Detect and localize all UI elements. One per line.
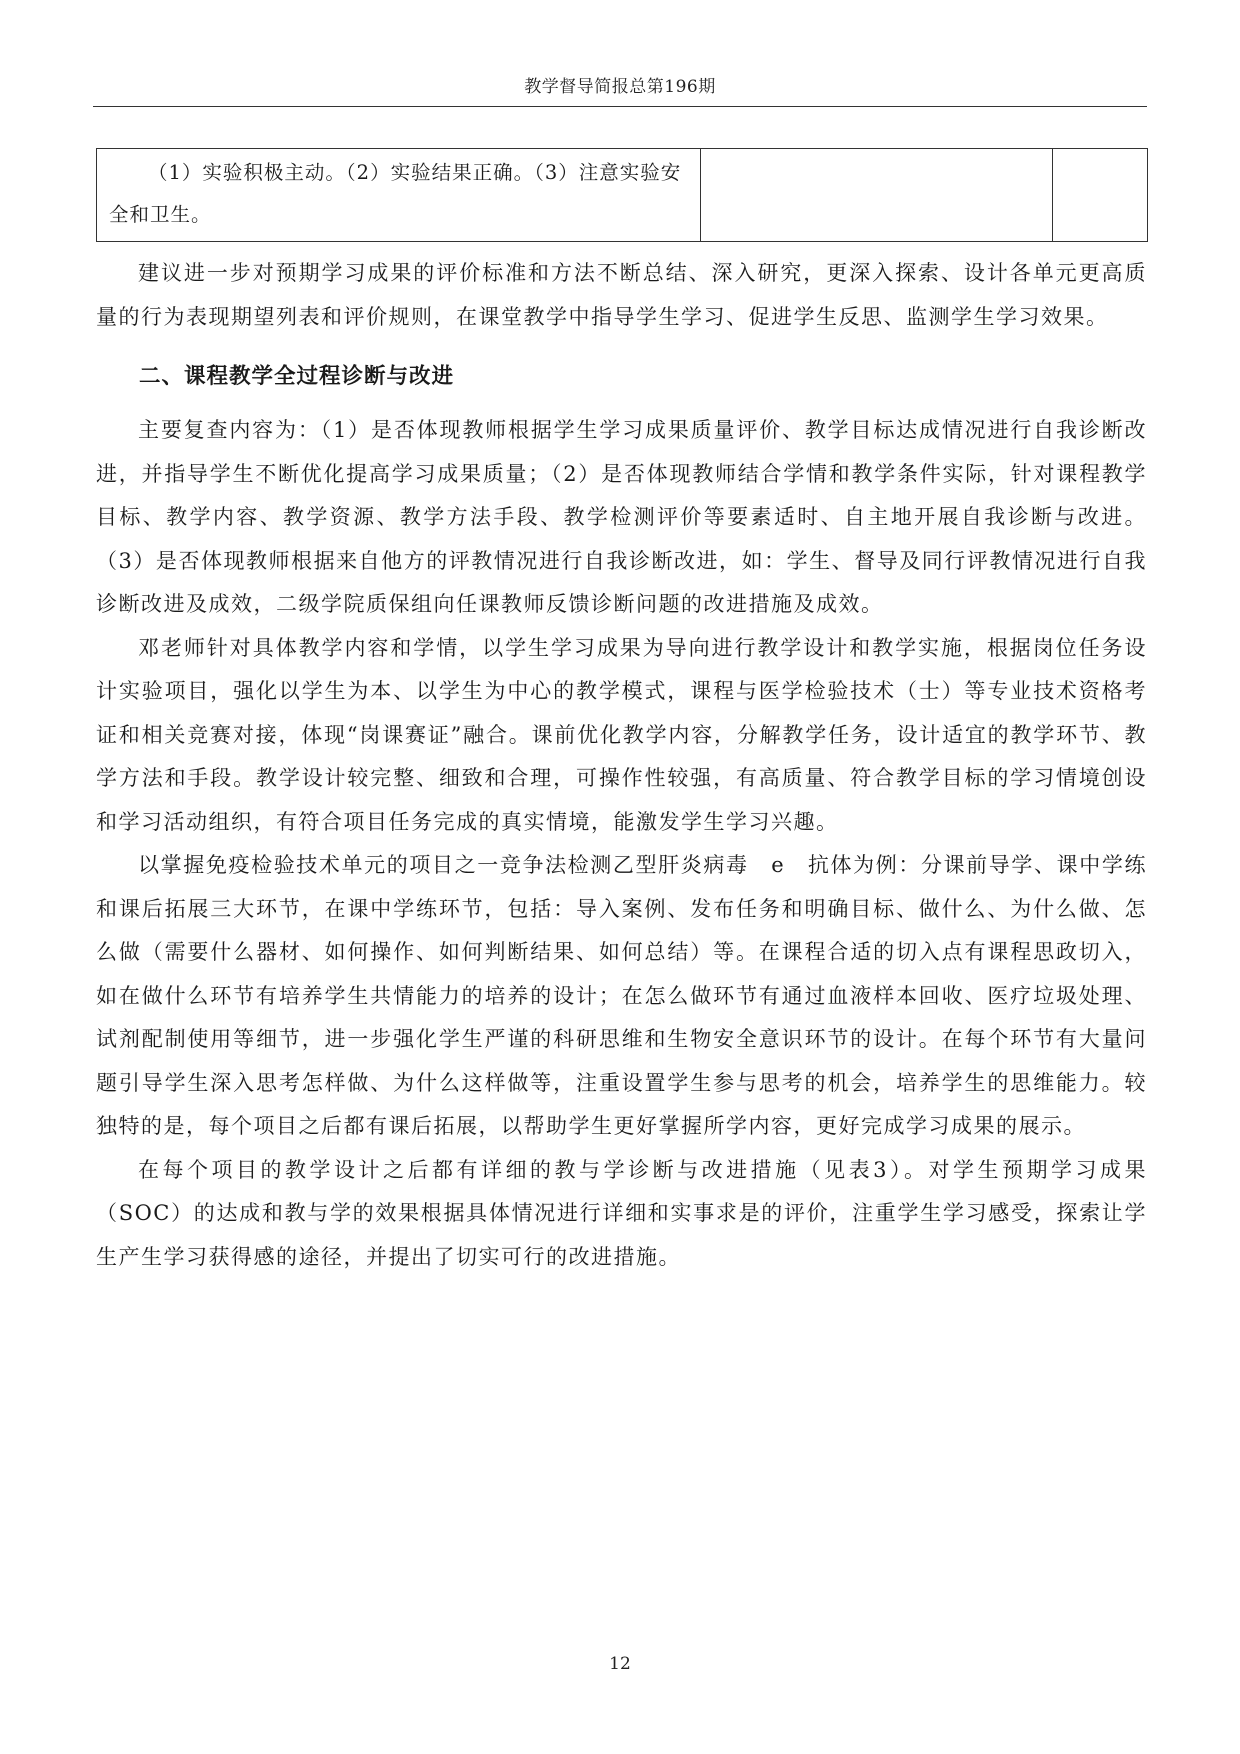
page-header: 教学督导简报总第196期 [524, 77, 716, 97]
paragraph-example-project: 以掌握免疫检验技术单元的项目之一竞争法检测乙型肝炎病毒 e 抗体为例：分课前导学、课中学练和课后拓展三大环节，在课中学练环节，包括：导入案例、发布任务和明确目标、做什么、为什么做、怎么做（需要什么器材、如何操作、如何判断结果、如何总结）等。在课程合适的切入点有课程思政切入，如在做什么环节有培养学生共情能力的培养的设计；在怎么做环节有通过血液样本回收、医疗垃圾处理、试剂配制使用等细节，进一步强化学生严谨的科研思维和生物安全意识环节的设计。在每个环节有大量问题引导学生深入思考怎样做、为什么这样做等，注重设置学生参与思考的机会，培养学生的思维能力。较独特的是，每个项目之后都有课后拓展，以帮助学生更好掌握所学内容，更好完成学习成果的展示。 [96, 853, 1147, 1138]
table-cell-text: （1）实验积极主动。（2）实验结果正确。（3）注意实验安全和卫生。 [109, 161, 682, 226]
header-divider [93, 106, 1147, 107]
section-heading: 二、课程教学全过程诊断与改进 [139, 364, 455, 389]
paragraph-teacher-design: 邓老师针对具体教学内容和学情，以学生学习成果为导向进行教学设计和教学实施，根据岗位任务设计实验项目，强化以学生为本、以学生为中心的教学模式，课程与医学检验技术（士）等专业技术资格考证和相关竞赛对接，体现“岗课赛证”融合。课前优化教学内容，分解教学任务，设计适宜的教学环节、教学方法和手段。教学设计较完整、细致和合理，可操作性较强，有高质量、符合教学目标的学习情境创设和学习活动组织，有符合项目任务完成的真实情境，能激发学生学习兴趣。 [96, 635, 1147, 834]
table-cell-criteria [97, 149, 701, 242]
table-cell-empty [1053, 149, 1148, 242]
table-row [97, 149, 1148, 242]
document-body [96, 252, 1147, 1279]
paragraph-diagnosis-measures: 在每个项目的教学设计之后都有详细的教与学诊断与改进措施（见表3）。对学生预期学习成果（SOC）的达成和教与学的效果根据具体情况进行详细和实事求是的评价，注重学生学习感受，探索让学生产生学习获得感的途径，并提出了切实可行的改进措施。 [96, 1157, 1147, 1269]
paragraph-review-content: 主要复查内容为：（1）是否体现教师根据学生学习成果质量评价、教学目标达成情况进行自我诊断改进，并指导学生不断优化提高学习成果质量；（2）是否体现教师结合学情和教学条件实际，针对课程教学目标、教学内容、教学资源、教学方法手段、教学检测评价等要素适时、自主地开展自我诊断与改进。（3）是否体现教师根据来自他方的评教情况进行自我诊断改进，如：学生、督导及同行评教情况进行自我诊断改进及成效，二级学院质保组向任课教师反馈诊断问题的改进措施及成效。 [96, 418, 1147, 616]
table-cell-empty [701, 149, 1053, 242]
paragraph-suggestion: 建议进一步对预期学习成果的评价标准和方法不断总结、深入研究，更深入探索、设计各单元更高质量的行为表现期望列表和评价规则，在课堂教学中指导学生学习、促进学生反思、监测学生学习效果。 [96, 261, 1147, 329]
evaluation-table-continuation [96, 148, 1148, 242]
page-number: 12 [609, 1654, 631, 1674]
